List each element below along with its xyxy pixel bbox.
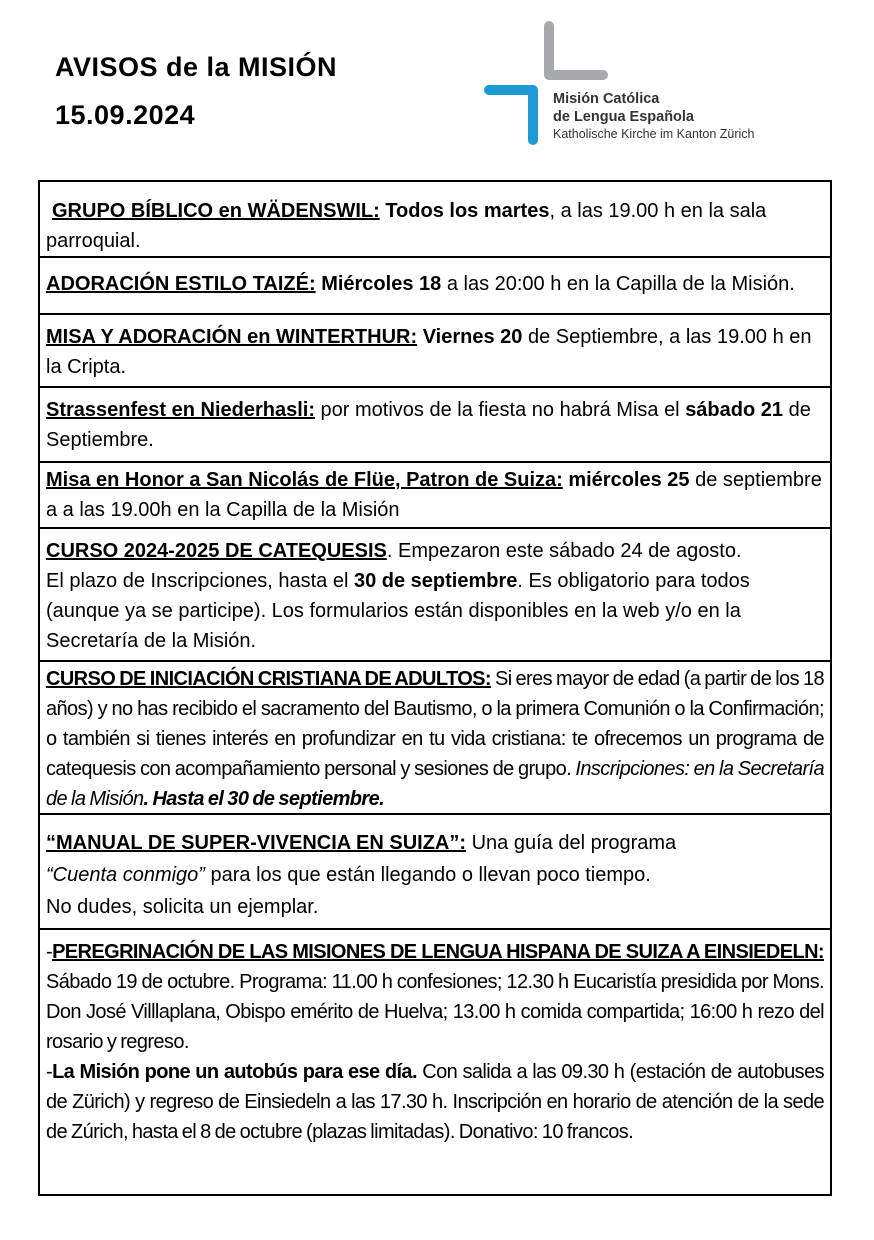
notice-text: No dudes, solicita un ejemplar. bbox=[46, 896, 319, 918]
notice-text: para los que están llegando o llevan poco tiempo. bbox=[204, 864, 651, 886]
notice-heading: CURSO 2024-2025 DE CATEQUESIS bbox=[46, 540, 387, 562]
notice-grupo-biblico bbox=[40, 182, 830, 258]
notice-text: , a las 19.00 h en la sala parroquial. bbox=[46, 200, 767, 252]
notice-bold: sábado 21 bbox=[685, 399, 784, 421]
notice-text: . Es obligatorio para todos (aunque ya se participe). Los formularios están disponibles en la web y/o en la Secretaría de la Misión. bbox=[46, 570, 750, 652]
page-date: 15.09.2024 bbox=[55, 100, 196, 130]
notice-bold: 30 de septiembre bbox=[353, 570, 518, 592]
logo-name-line1: Misión Católica bbox=[553, 91, 660, 107]
notice-heading: “MANUAL DE SUPER-VIVENCIA EN SUIZA”: bbox=[46, 832, 467, 854]
notice-peregrinacion bbox=[40, 930, 830, 1192]
notice-text: de Septiembre. bbox=[46, 399, 811, 451]
notice-italic: Inscripciones: en la Secretaría de la Misión bbox=[46, 758, 824, 810]
notices-table bbox=[38, 180, 832, 1196]
logo-name-line2: de Lengua Española bbox=[553, 109, 694, 126]
page-title: AVISOS de la MISIÓN bbox=[55, 52, 338, 82]
notice-dash: - bbox=[46, 1061, 53, 1083]
notice-misa-winterthur bbox=[40, 315, 830, 388]
notice-italic: “Cuenta conmigo” bbox=[46, 864, 205, 886]
mission-logo bbox=[483, 20, 803, 150]
notice-text: de Septiembre, a las 19.00 h en la Cripta. bbox=[46, 326, 812, 378]
notice-text: Sábado 19 de octubre. Programa: 11.00 h confesiones; 12.30 h Eucaristía presidida por Mons. Don José Villlaplana, Obispo emérito de Huelva; 13.00 h comida compartida; 16:00 h rezo del rosario y regreso. bbox=[46, 971, 824, 1053]
notice-bold: La Misión pone un autobús para ese día. bbox=[52, 1061, 417, 1083]
notice-bold: Miércoles 18 bbox=[321, 273, 442, 295]
notice-heading: Misa en Honor a San Nicolás de Flüe, Patron de Suiza: bbox=[46, 469, 563, 491]
notice-text: Con salida a las 09.30 h (estación de autobuses de Zürich) y regreso de Einsiedeln a las 17.30 h. Inscripción en horario de atención de la sede de Zúrich, hasta el 8 de octubre (plazas limitadas). Donativo: 10 francos. bbox=[46, 1061, 824, 1143]
notice-manual bbox=[40, 815, 830, 930]
notice-text: a las 20:00 h en la Capilla de la Misión. bbox=[441, 273, 795, 295]
logo-subtitle: Katholische Kirche im Kanton Zürich bbox=[553, 127, 755, 142]
notice-strassenfest bbox=[40, 388, 830, 463]
notice-san-nicolas bbox=[40, 463, 830, 529]
notice-text: El plazo de Inscripciones, hasta el bbox=[46, 570, 354, 592]
notice-heading: CURSO DE INICIACIÓN CRISTIANA DE ADULTOS: bbox=[46, 668, 491, 690]
notice-bold: Viernes 20 bbox=[422, 326, 523, 348]
notice-text: . Empezaron este sábado 24 de agosto. bbox=[386, 540, 742, 562]
notice-text: de septiembre a a las 19.00h en la Capilla de la Misión bbox=[46, 469, 822, 521]
notice-bold: miércoles 25 bbox=[568, 469, 690, 491]
notice-bold-italic: . Hasta el 30 de septiembre. bbox=[143, 788, 385, 810]
notice-text: Si eres mayor de edad (a partir de los 18 años) y no has recibido el sacramento del Bautismo, o la primera Comunión o la Confirmación; o también si tienes interés en profundizar en tu vida cristiana: te ofrecemos un programa de catequesis con acompañamiento personal y sesiones de grupo. bbox=[46, 668, 824, 780]
notice-dash: - bbox=[46, 941, 53, 963]
notice-catequesis bbox=[40, 529, 830, 662]
notice-heading: PEREGRINACIÓN DE LAS MISIONES DE LENGUA HISPANA DE SUIZA A EINSIEDELN: bbox=[52, 941, 824, 963]
notice-adultos bbox=[40, 662, 830, 815]
notice-adoracion-taize bbox=[40, 258, 830, 315]
notice-heading: MISA Y ADORACIÓN en WINTERTHUR: bbox=[46, 326, 418, 348]
notice-heading: ADORACIÓN ESTILO TAIZÉ: bbox=[46, 273, 316, 295]
notice-text: por motivos de la fiesta no habrá Misa el bbox=[315, 399, 686, 421]
notice-heading: Strassenfest en Niederhasli: bbox=[46, 399, 315, 421]
notice-heading: GRUPO BÍBLICO en WÄDENSWIL: bbox=[52, 200, 380, 222]
notice-text: Una guía del programa bbox=[466, 832, 677, 854]
notice-bold: Todos los martes bbox=[385, 200, 550, 222]
